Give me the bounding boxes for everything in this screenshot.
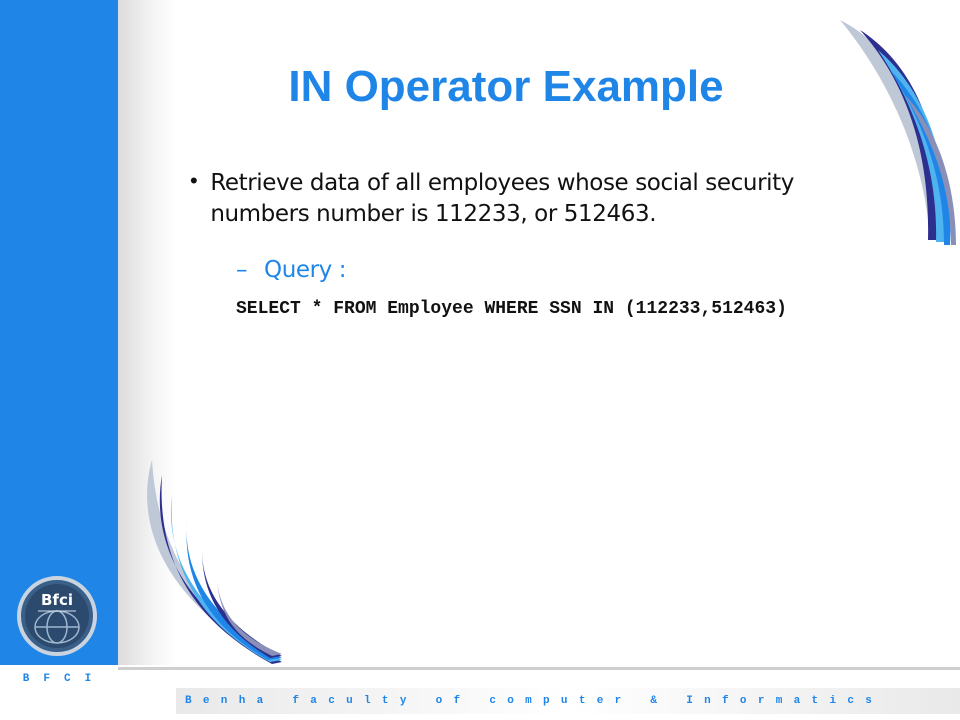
- bullet-item: [190, 168, 830, 230]
- footer-institution-name: Benha faculty of computer & Informatics: [185, 695, 884, 707]
- bottom-divider-line: [118, 667, 960, 670]
- top-right-swoosh-decoration: [830, 10, 960, 250]
- bfci-logo-icon: [16, 575, 98, 657]
- slide-title: IN Operator Example: [288, 62, 724, 111]
- sub-bullet-marker: –: [236, 257, 248, 283]
- sub-bullet-text: Query :: [264, 257, 347, 283]
- svg-text:Bfci: Bfci: [41, 591, 73, 609]
- bullet-text: Retrieve data of all employees whose social security numbers number is 112233, or 512463.: [210, 170, 794, 227]
- sub-bullet-item: [236, 257, 346, 283]
- bottom-left-swoosh-decoration: [132, 450, 292, 670]
- bfci-short-name: BFCI: [22, 673, 106, 685]
- bullet-marker: •: [190, 168, 198, 193]
- sql-query-code: SELECT * FROM Employee WHERE SSN IN (112233,512463): [236, 299, 787, 319]
